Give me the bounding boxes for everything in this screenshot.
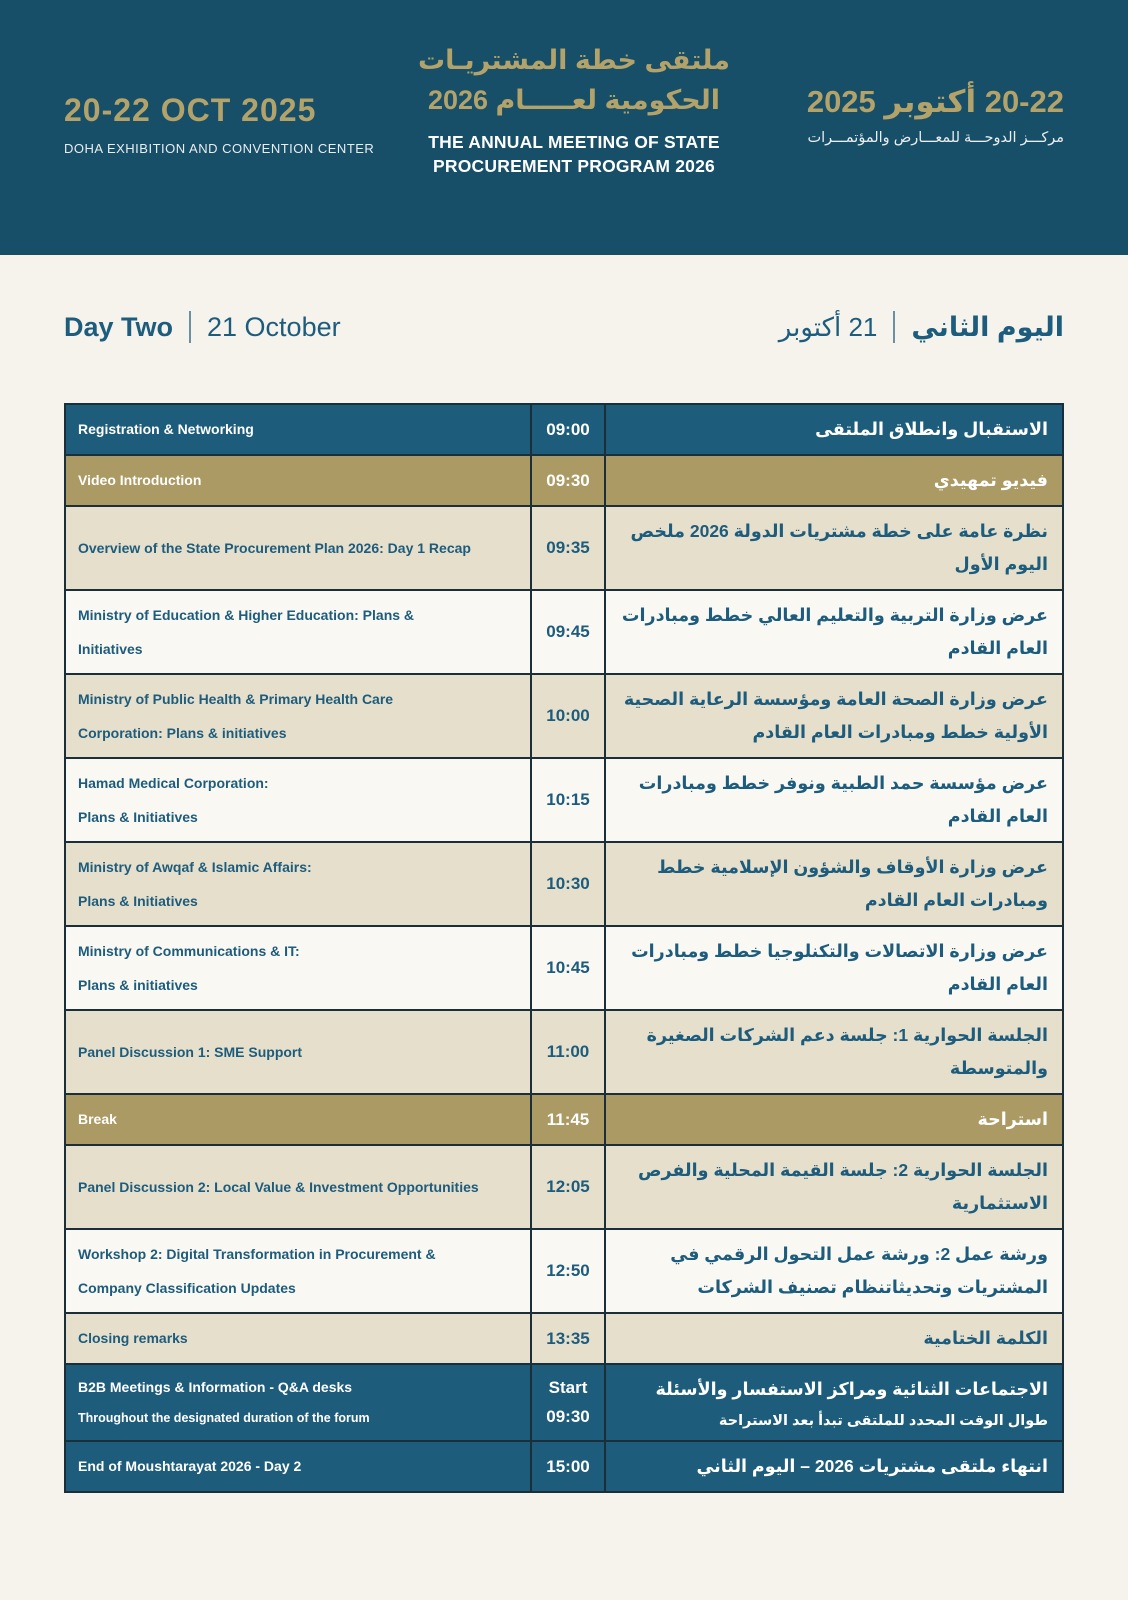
event-title-en: Break xyxy=(78,1111,117,1127)
event-title-ar: نظرة عامة على خطة مشتريات الدولة 2026 ملخص اليوم الأول xyxy=(630,521,1048,574)
day-heading xyxy=(0,311,1128,343)
event-title-en: Overview of the State Procurement Plan 2026: Day 1 Recap xyxy=(78,539,471,556)
event-title-en: Hamad Medical Corporation: xyxy=(78,774,269,791)
event-title-ar: عرض وزارة الأوقاف والشؤون الإسلامية خطط ومبادرات العام القادم xyxy=(657,857,1048,910)
schedule-row xyxy=(66,675,1062,759)
divider xyxy=(893,311,895,343)
event-time-cell xyxy=(532,507,606,589)
schedule-row xyxy=(66,507,1062,591)
day-title-ar: اليوم الثاني xyxy=(911,311,1064,342)
event-time: 09:45 xyxy=(546,622,590,641)
event-title-ar-cell xyxy=(606,675,1062,757)
event-title-en: Ministry of Awqaf & Islamic Affairs: xyxy=(78,858,312,875)
event-time-cell xyxy=(532,1011,606,1093)
day-heading-arabic xyxy=(779,311,1064,343)
event-title-ar: ورشة عمل 2: ورشة عمل التحول الرقمي في المشتريات وتحديثاتنظام تصنيف الشركات xyxy=(670,1244,1048,1297)
event-title-ar-cell xyxy=(606,405,1062,454)
event-title-en-cell xyxy=(66,1095,532,1144)
event-time: 13:35 xyxy=(546,1328,590,1348)
event-title-en-cell xyxy=(66,405,532,454)
schedule-row xyxy=(66,1442,1062,1491)
schedule-row xyxy=(66,759,1062,843)
schedule-row xyxy=(66,927,1062,1011)
event-time-cell xyxy=(532,405,606,454)
event-title-en: Panel Discussion 2: Local Value & Investment Opportunities xyxy=(78,1178,479,1195)
event-dates-en: 20-22 OCT 2025 xyxy=(64,92,317,128)
event-title-en: End of Moushtarayat 2026 - Day 2 xyxy=(78,1458,302,1474)
event-time: 11:00 xyxy=(546,1042,590,1061)
event-title-ar-cell xyxy=(606,1314,1062,1363)
schedule-row xyxy=(66,1095,1062,1146)
event-title-en: Video Introduction xyxy=(78,472,202,488)
event-title-ar: الجلسة الحوارية 1: جلسة دعم الشركات الصغيرة والمتوسطة xyxy=(646,1025,1048,1078)
schedule-row xyxy=(66,1146,1062,1230)
event-title-en-cell xyxy=(66,759,532,841)
day-date-en: 21 October xyxy=(207,311,341,342)
event-venue-en: DOHA EXHIBITION AND CONVENTION CENTER xyxy=(64,141,375,156)
event-title-english xyxy=(409,130,739,178)
event-title-en-cell xyxy=(66,843,532,925)
event-time-cell xyxy=(532,927,606,1009)
event-note-en: Throughout the designated duration of the forum xyxy=(78,1410,370,1425)
event-title-en-line2: Plans & initiatives xyxy=(78,976,198,993)
event-venue-arabic: مركـــز الدوحـــة للمعـــارض والمؤتمـــرات xyxy=(807,130,1064,146)
day-title-en: Day Two xyxy=(64,311,174,342)
event-time-cell xyxy=(532,1365,606,1440)
event-time: 09:35 xyxy=(546,538,590,557)
event-title-ar-cell xyxy=(606,1230,1062,1312)
event-time: 10:30 xyxy=(546,874,590,893)
event-title-en-cell xyxy=(66,591,532,673)
event-title-ar-cell xyxy=(606,1095,1062,1144)
event-title-en: Ministry of Education & Higher Education: Plans & xyxy=(78,606,415,623)
event-time: 10:00 xyxy=(546,706,590,725)
event-title-ar-cell xyxy=(606,1146,1062,1228)
event-time: 09:00 xyxy=(546,419,590,439)
event-time-cell xyxy=(532,1230,606,1312)
event-note-ar: طوال الوقت المحدد للملتقى تبدأ بعد الاستراحة xyxy=(718,1413,1048,1429)
event-title-arabic-line2: الحكومية لعـــــام 2026 xyxy=(427,85,721,115)
event-title-en-line2: Company Classification Updates xyxy=(78,1279,296,1296)
event-time-line2: 09:30 xyxy=(546,1407,590,1426)
event-banner xyxy=(0,0,1128,255)
event-title-en-cell xyxy=(66,1314,532,1363)
event-time-cell xyxy=(532,1442,606,1491)
schedule-row xyxy=(66,1314,1062,1365)
event-title-en-cell xyxy=(66,1230,532,1312)
event-title-en-cell xyxy=(66,507,532,589)
event-time-cell xyxy=(532,1146,606,1228)
schedule-row xyxy=(66,456,1062,507)
event-title-english-line2: PROCUREMENT PROGRAM 2026 xyxy=(433,156,715,176)
event-dates-arabic: 20-22 أكتوبر 2025 xyxy=(806,84,1064,119)
day-heading-english xyxy=(64,311,341,343)
event-time-cell xyxy=(532,456,606,505)
event-title-en: Ministry of Public Health & Primary Health Care xyxy=(78,690,394,707)
event-title-ar: استراحة xyxy=(977,1109,1048,1129)
event-title-en: B2B Meetings & Information - Q&A desks xyxy=(78,1378,353,1395)
event-title-en-cell xyxy=(66,1011,532,1093)
event-title-ar-cell xyxy=(606,759,1062,841)
event-title-ar: الاجتماعات الثنائية ومراكز الاستفسار والأسئلة xyxy=(655,1379,1048,1399)
event-title-en-line2: Plans & Initiatives xyxy=(78,892,198,909)
event-time: Start xyxy=(548,1378,588,1397)
event-title-en: Panel Discussion 1: SME Support xyxy=(78,1043,303,1060)
event-title-ar-cell xyxy=(606,927,1062,1009)
event-time-cell xyxy=(532,1095,606,1144)
divider xyxy=(189,311,191,343)
event-title-en: Closing remarks xyxy=(78,1330,188,1346)
event-title-ar: عرض وزارة الصحة العامة ومؤسسة الرعاية الصحية الأولية خطط ومبادرات العام القادم xyxy=(623,689,1048,742)
event-title-en-cell xyxy=(66,1146,532,1228)
event-title-en-cell xyxy=(66,1442,532,1491)
event-title-ar-cell xyxy=(606,591,1062,673)
event-title-english-line1: THE ANNUAL MEETING OF STATE xyxy=(428,132,720,152)
schedule-row xyxy=(66,1365,1062,1442)
event-time-cell xyxy=(532,1314,606,1363)
event-time: 12:50 xyxy=(546,1261,590,1280)
banner-left xyxy=(64,0,394,255)
event-title-ar-cell xyxy=(606,843,1062,925)
event-title-en: Ministry of Communications & IT: xyxy=(78,942,300,959)
event-time: 11:45 xyxy=(546,1109,590,1129)
event-time-cell xyxy=(532,675,606,757)
event-time: 15:00 xyxy=(546,1456,590,1476)
event-title-ar: عرض وزارة الاتصالات والتكنلوجيا خطط ومبادرات العام القادم xyxy=(631,941,1048,994)
schedule-row xyxy=(66,1230,1062,1314)
event-title-arabic xyxy=(409,40,739,120)
event-title-en-cell xyxy=(66,1365,532,1440)
event-time: 10:15 xyxy=(546,790,590,809)
day-date-ar: 21 أكتوبر xyxy=(778,311,878,342)
event-title-ar: فيديو تمهيدي xyxy=(933,470,1048,490)
event-title-en-cell xyxy=(66,927,532,1009)
event-title-ar: انتهاء ملتقى مشتريات 2026 – اليوم الثاني xyxy=(696,1456,1048,1476)
event-title-ar: الكلمة الختامية xyxy=(923,1328,1048,1348)
event-title-ar-cell xyxy=(606,1442,1062,1491)
event-title-ar-cell xyxy=(606,456,1062,505)
event-title-en: Registration & Networking xyxy=(78,421,254,437)
event-title-en-line2: Corporation: Plans & initiatives xyxy=(78,724,287,741)
event-title-ar-cell xyxy=(606,507,1062,589)
event-title-arabic-line1: ملتقى خطة المشتريـات xyxy=(417,45,731,75)
event-title-en-cell xyxy=(66,456,532,505)
event-title-ar: الاستقبال وانطلاق الملتقى xyxy=(815,419,1048,439)
event-title-ar-cell xyxy=(606,1365,1062,1440)
event-title-ar: عرض وزارة التربية والتعليم العالي خطط ومبادرات العام القادم xyxy=(621,605,1048,658)
event-time: 09:30 xyxy=(546,470,590,490)
schedule-row xyxy=(66,405,1062,456)
event-time-cell xyxy=(532,759,606,841)
event-title-en: Workshop 2: Digital Transformation in Procurement & xyxy=(78,1245,436,1262)
schedule-row xyxy=(66,1011,1062,1095)
schedule-table xyxy=(64,403,1064,1493)
event-time-cell xyxy=(532,843,606,925)
event-time: 10:45 xyxy=(546,958,590,977)
schedule-row xyxy=(66,843,1062,927)
schedule-row xyxy=(66,591,1062,675)
event-title-ar-cell xyxy=(606,1011,1062,1093)
banner-right xyxy=(754,0,1064,255)
event-title-en-line2: Initiatives xyxy=(78,640,143,657)
event-title-ar: عرض مؤسسة حمد الطبية ونوفر خطط ومبادرات العام القادم xyxy=(638,773,1048,826)
banner-center xyxy=(409,0,739,255)
event-time-cell xyxy=(532,591,606,673)
event-title-en-line2: Plans & Initiatives xyxy=(78,808,198,825)
event-title-en-cell xyxy=(66,675,532,757)
event-time: 12:05 xyxy=(546,1177,590,1196)
event-title-ar: الجلسة الحوارية 2: جلسة القيمة المحلية والفرص الاستثمارية xyxy=(637,1160,1048,1213)
